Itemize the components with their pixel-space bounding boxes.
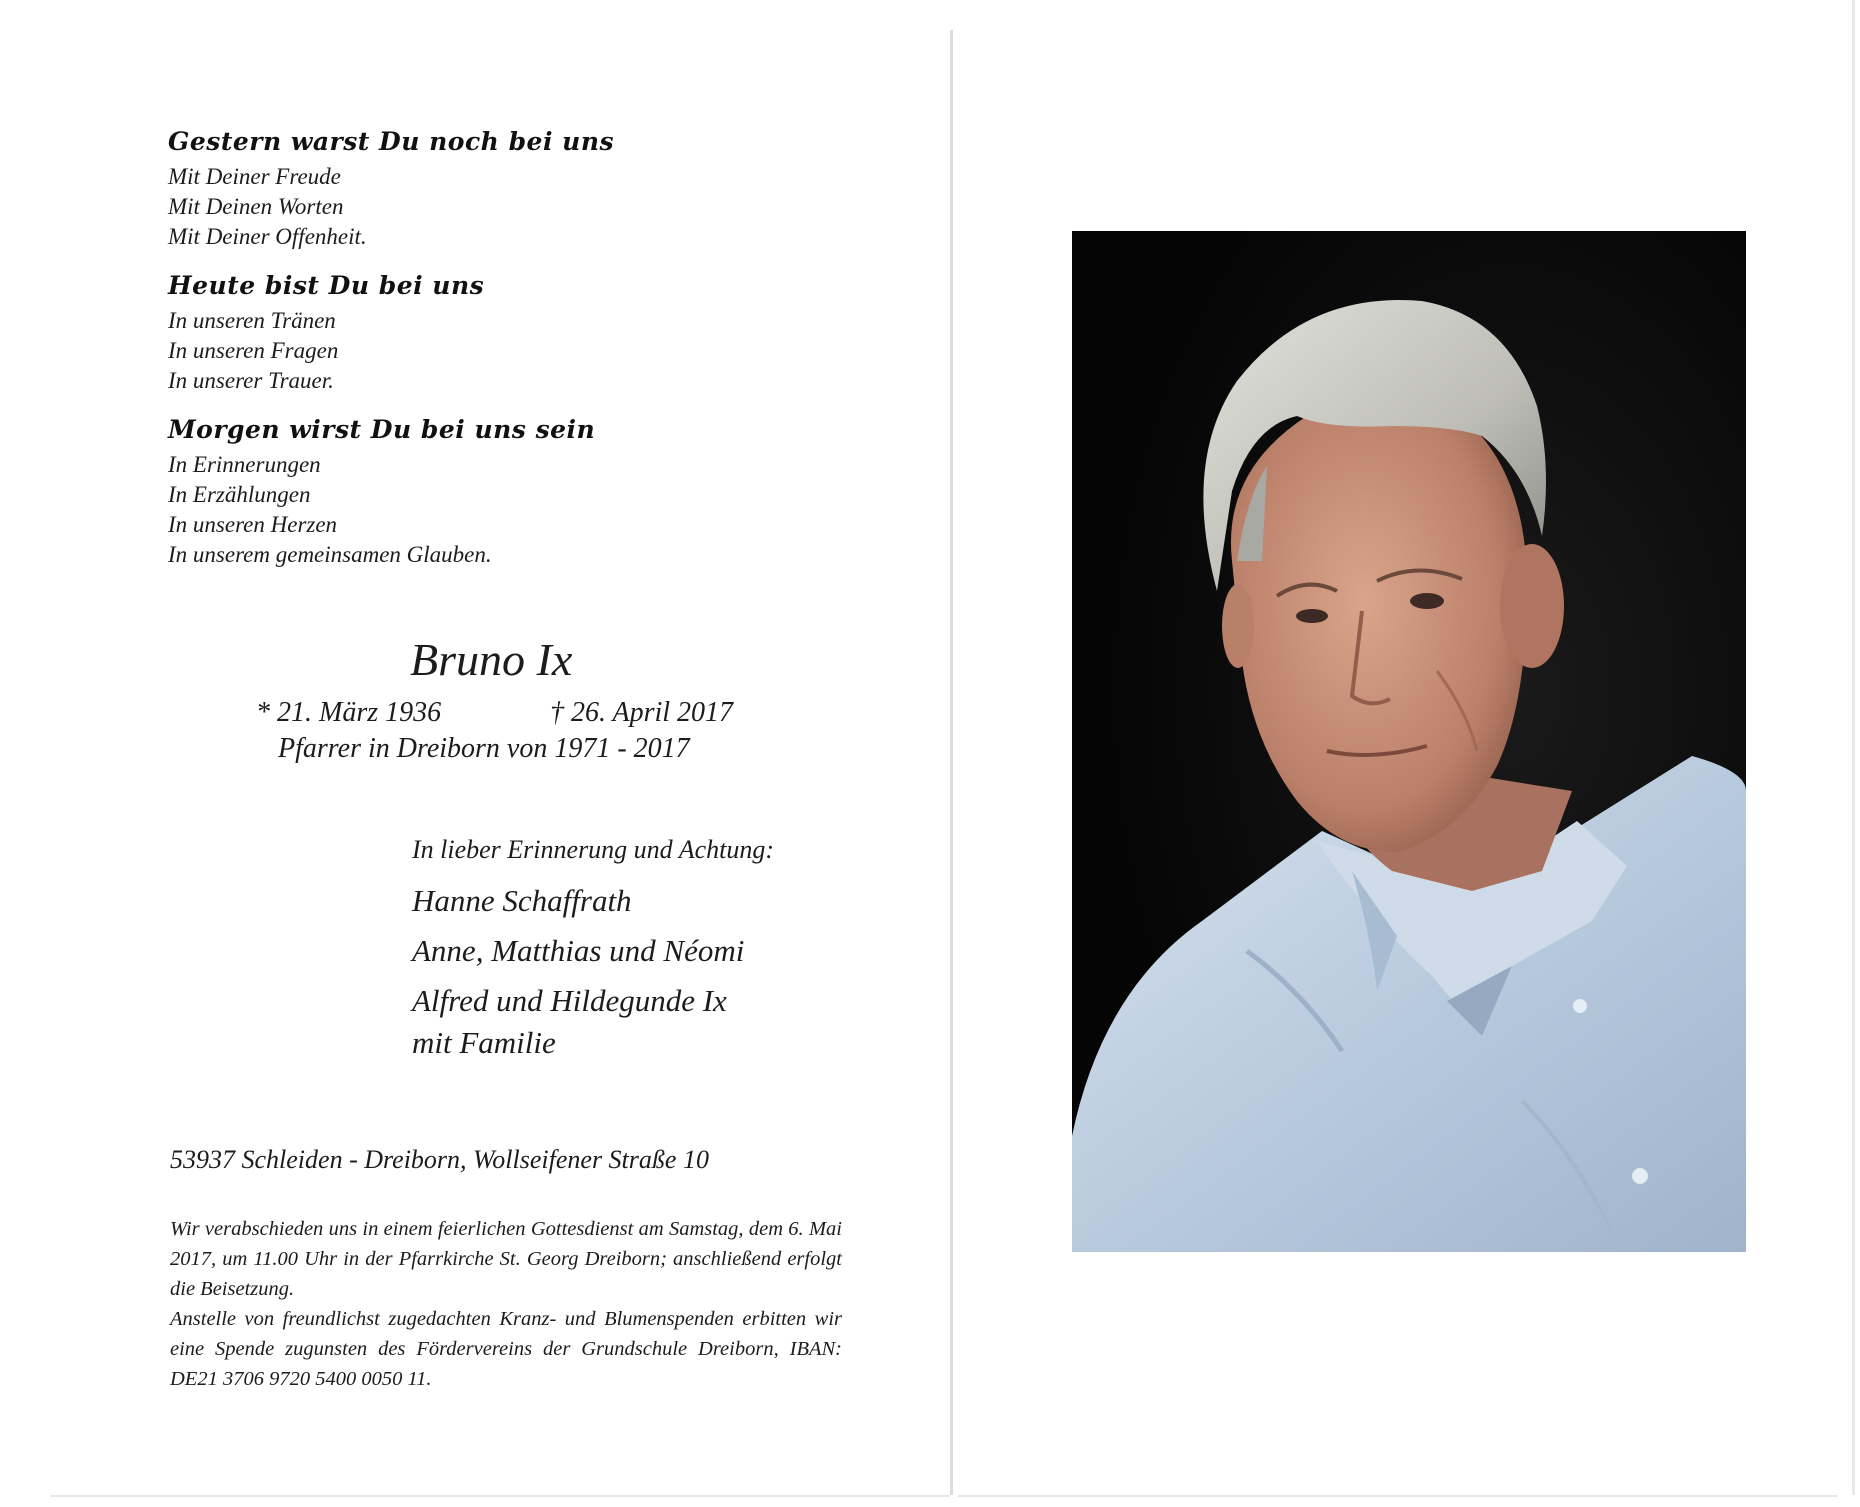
card-bottom-edge: [50, 1495, 950, 1497]
deceased-name: Bruno Ix: [410, 634, 573, 685]
card-right-edge: [1852, 0, 1855, 1495]
mourners-block: [412, 832, 932, 1072]
mourner-name: Alfred und Hildegunde Ix: [412, 983, 727, 1018]
mourner-name: mit Familie: [412, 1025, 556, 1060]
card-bottom-edge: [958, 1495, 1838, 1497]
stanza-line: Mit Deiner Freude: [168, 164, 341, 189]
mourner-name: Anne, Matthias und Néomi: [412, 933, 745, 968]
stanza-line: In unserem gemeinsamen Glauben.: [168, 542, 492, 567]
card-fold-line: [950, 30, 953, 1495]
stanza-heading: Gestern warst Du noch bei uns: [168, 127, 615, 156]
poem-stanza: [168, 266, 768, 396]
stanza-line: Mit Deinen Worten: [168, 194, 344, 219]
birth-date: * 21. März 1936: [256, 697, 442, 728]
funeral-service-text: Wir verabschieden uns in einem feierlichen Gottesdienst am Samstag, dem 6. Mai 2017, um 11.00 Uhr in der Pfarrkirche St. Georg Dreiborn; anschließend erfolgt die Beisetzung.: [170, 1218, 842, 1300]
stanza-heading: Morgen wirst Du bei uns sein: [168, 415, 596, 444]
service-notice: [170, 1214, 842, 1394]
stanza-heading: Heute bist Du bei uns: [168, 271, 485, 300]
stanza-line: In Erinnerungen: [168, 452, 321, 477]
death-date: † 26. April 2017: [550, 697, 734, 728]
mourners-intro: In lieber Erinnerung und Achtung:: [412, 835, 775, 864]
stanza-line: In unserer Trauer.: [168, 368, 334, 393]
stanza-line: In unseren Fragen: [168, 338, 339, 363]
stanza-line: Mit Deiner Offenheit.: [168, 224, 367, 249]
donation-request-text: Anstelle von freundlichst zugedachten Kranz- und Blumenspenden erbitten wir eine Spende zugunsten des Fördervereins der Grundschule Dreiborn, IBAN: DE21 3706 9720 5400 0050 11.: [170, 1308, 842, 1390]
stanza-line: In Erzählungen: [168, 482, 311, 507]
poem-stanza: [168, 410, 768, 570]
stanza-line: In unseren Tränen: [168, 308, 336, 333]
stanza-line: In unseren Herzen: [168, 512, 338, 537]
mourner-name: Hanne Schaffrath: [412, 883, 632, 918]
portrait-photo: [1072, 231, 1746, 1252]
poem-stanza: [168, 122, 768, 252]
poem: [168, 122, 768, 584]
family-address: 53937 Schleiden - Dreiborn, Wollseifener Straße 10: [170, 1145, 709, 1174]
pastor-tenure: Pfarrer in Dreiborn von 1971 - 2017: [278, 733, 690, 764]
